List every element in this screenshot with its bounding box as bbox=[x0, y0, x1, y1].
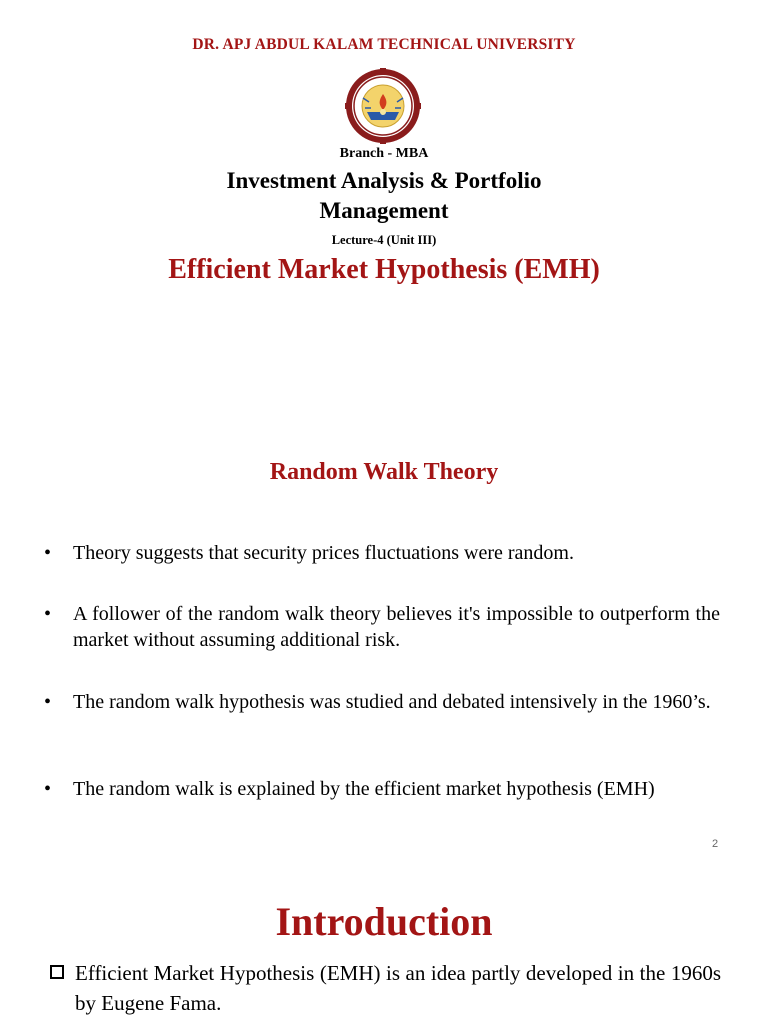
bullet-icon: • bbox=[44, 778, 52, 800]
list-item: Theory suggests that security prices fluctuations were random. bbox=[73, 542, 574, 564]
list-item: The random walk is explained by the efficient market hypothesis (EMH) bbox=[73, 778, 655, 800]
page-number: 2 bbox=[712, 838, 719, 850]
university-seal-icon bbox=[345, 68, 421, 144]
university-name: DR. APJ ABDUL KALAM TECHNICAL UNIVERSITY bbox=[192, 36, 576, 53]
lecture-label: Lecture-4 (Unit III) bbox=[331, 233, 437, 247]
bullet-icon: • bbox=[44, 603, 52, 625]
bullet-icon: • bbox=[44, 691, 52, 713]
section-title-random-walk: Random Walk Theory bbox=[269, 459, 499, 485]
section-title-introduction: Introduction bbox=[275, 899, 493, 944]
branch-label: Branch - MBA bbox=[339, 146, 429, 161]
intro-paragraph: Efficient Market Hypothesis (EMH) is an idea partly developed in the 1960s by Eugene Fama. bbox=[75, 961, 721, 1015]
course-title-line2: Management bbox=[319, 198, 449, 223]
list-item: The random walk hypothesis was studied and debated intensively in the 1960’s. bbox=[73, 691, 711, 713]
list-item: A follower of the random walk theory believes it's impossible to outperform the market without assuming additional risk. bbox=[73, 603, 720, 651]
topic-title: Efficient Market Hypothesis (EMH) bbox=[168, 254, 600, 285]
checkbox-square-icon bbox=[50, 965, 64, 979]
course-title-line1: Investment Analysis & Portfolio bbox=[226, 168, 542, 193]
bullet-icon: • bbox=[44, 542, 52, 564]
